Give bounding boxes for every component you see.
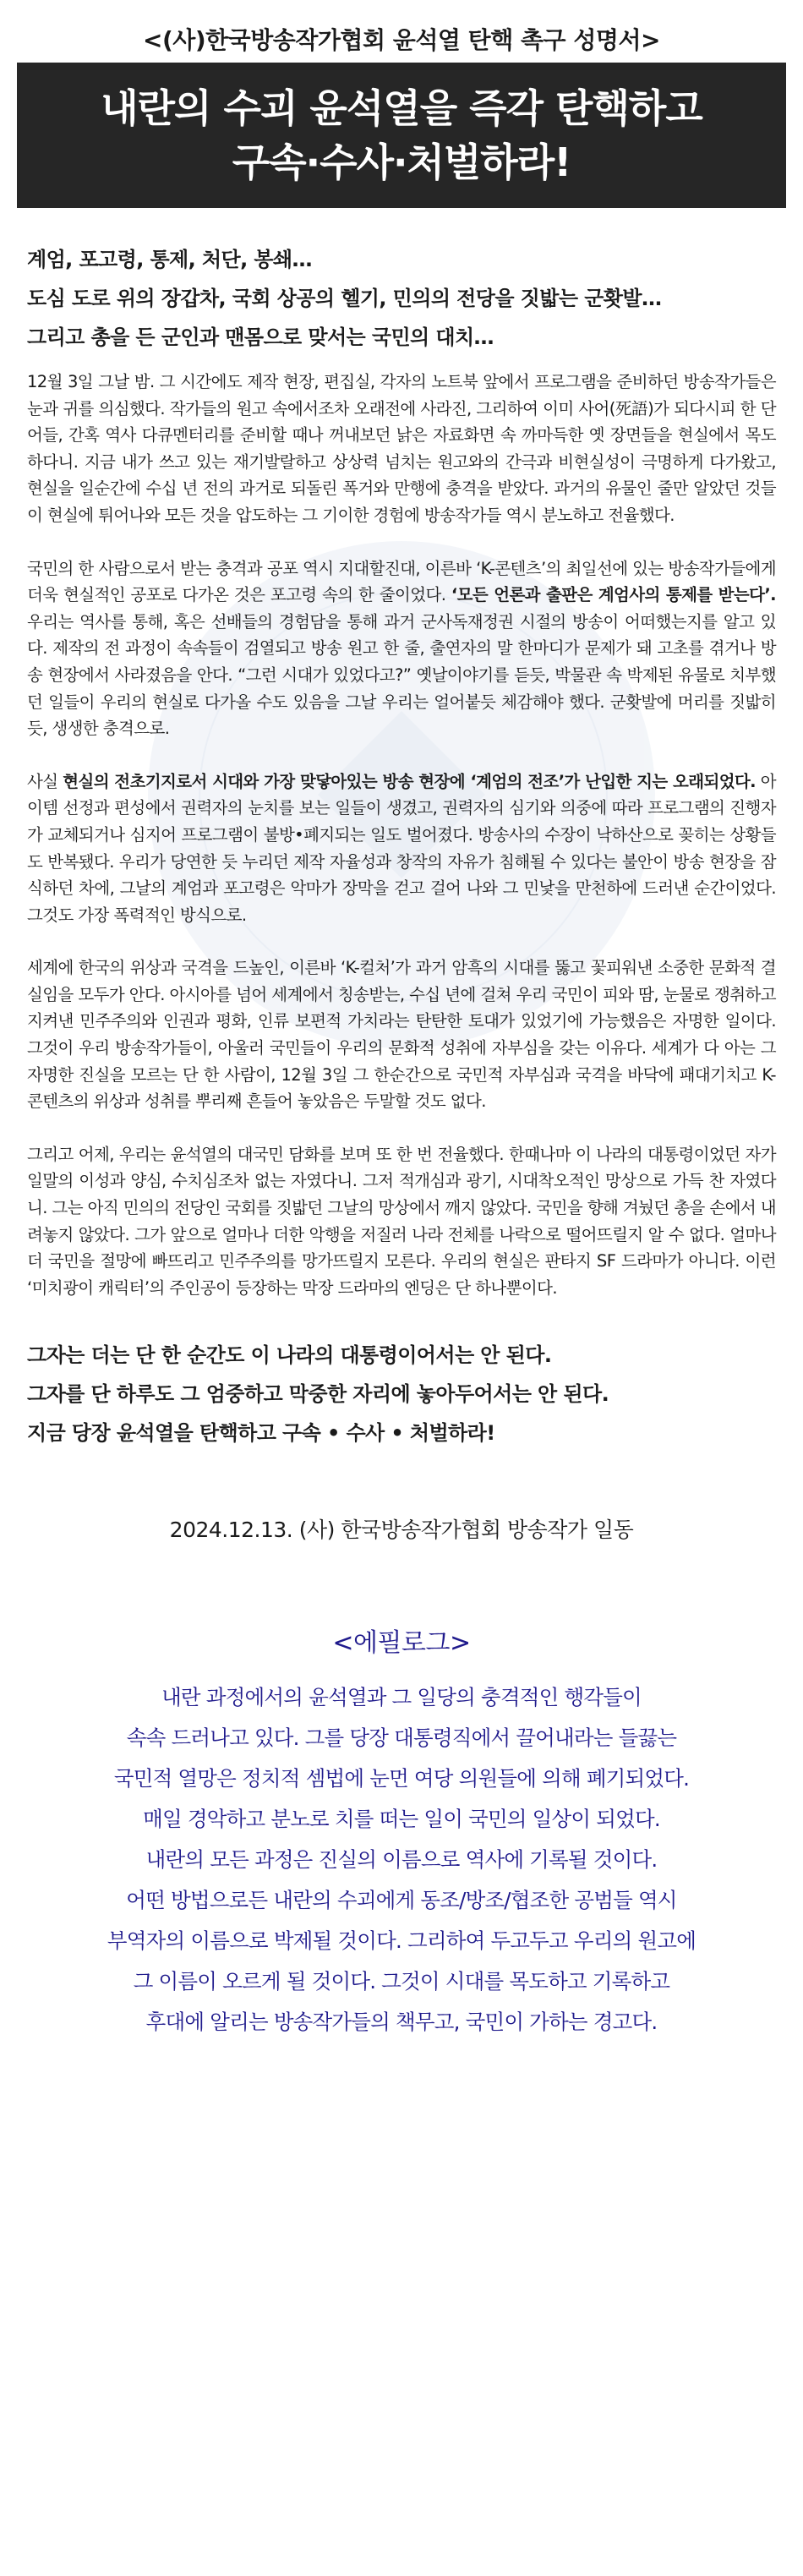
paragraph-3-text-a: 사실 [27, 771, 63, 791]
lead-line-2: 도심 도로 위의 장갑차, 국회 상공의 헬기, 민의의 전당을 짓밟는 군홧발… [27, 287, 662, 310]
paragraph-2-text-c: 우리는 역사를 통해, 혹은 선배들의 경험담을 통해 과거 군사독재정권 시절의 방송이 어떠했는지를 알고 있다. 제작의 전 과정이 속속들이 검열되고 방송 원고 한 줄, 출연자의 말 한마디가 문제가 돼 고초를 겪거나 방송 현장에서 사라졌음을 안다. “그런 시대가 있었다고?” 옛날이야기를 듣듯, 박물관 속 박제된 유물로 치부했던 일들이 우리의 현실로 다가올 수도 있음을 그날 우리는 얼어붙듯 체감해야 했다. 군홧발에 머리를 짓밟히듯, 생생한 충격으로. [27, 611, 776, 739]
closing-line-2: 그자를 단 하루도 그 엄중하고 막중한 자리에 놓아두어서는 안 된다. [27, 1382, 609, 1407]
epilogue-line: 내란 과정에서의 윤석열과 그 일당의 충격적인 행각들이 [161, 1685, 642, 1710]
signature-line: 2024.12.13. (사) 한국방송작가협회 방송작가 일동 [169, 1518, 634, 1543]
epilogue-line: 어떤 방법으로든 내란의 수괴에게 동조/방조/협조한 공범들 역시 [126, 1888, 677, 1913]
epilogue-line: 매일 경악하고 분노로 치를 떠는 일이 국민의 일상이 되었다. [143, 1807, 660, 1832]
statement-supertitle: <(사)한국방송작가협회 윤석열 탄핵 촉구 성명서> [143, 26, 660, 54]
headline-banner [17, 63, 786, 208]
paragraph-2 [27, 555, 776, 742]
statement-body [0, 357, 803, 1301]
headline-line-1: 내란의 수괴 윤석열을 즉각 탄핵하고 [101, 85, 702, 131]
lead-section [0, 208, 803, 357]
paragraph-3-text-c: 아이템 선정과 편성에서 권력자의 눈치를 보는 일들이 생겼고, 권력자의 심기와 의중에 따라 프로그램의 진행자가 교체되거나 심지어 프로그램이 불방•폐지되는 일도 벌어졌다. 방송사의 수장이 낙하산으로 꽂히는 상황들도 반복됐다. 우리가 당연한 듯 누리던 제작 자율성과 창작의 자유가 침해될 수 있다는 불안이 방송 현장을 잠식하던 차에, 그날의 계엄과 포고령은 악마가 장막을 걷고 걸어 나와 그 민낯을 만천하에 드러낸 순간이었다. 그것도 가장 폭력적인 방식으로. [27, 771, 776, 925]
epilogue-title: <에필로그> [332, 1628, 471, 1659]
epilogue-line: 후대에 알리는 방송작가들의 책무고, 국민이 가하는 경고다. [145, 2010, 658, 2035]
paragraph-2-text-a: 국민의 한 사람으로서 받는 충격과 공포 역시 지대할진대, 이른바 ‘K-콘텐츠’의 최일선에 있는 방송작가들에게 더욱 현실적인 공포로 다가온 것은 포고령 속의 한 줄이었다. [27, 558, 776, 605]
epilogue-line: 국민적 열망은 정치적 셈법에 눈먼 여당 의원들에 의해 폐기되었다. [113, 1766, 690, 1791]
paragraph-3-emphasis: 현실의 전초기지로서 시대와 가장 맞닿아있는 방송 현장에 ‘계엄의 전조’가 난입한 지는 오래되었다. [63, 771, 756, 791]
headline-line-2: 구속·수사·처벌하라! [232, 139, 571, 185]
closing-line-3: 지금 당장 윤석열을 탄핵하고 구속 • 수사 • 처벌하라! [27, 1421, 495, 1446]
paragraph-2-emphasis: ‘모든 언론과 출판은 계엄사의 통제를 받는다’. [451, 585, 776, 605]
epilogue-line: 내란의 모든 과정은 진실의 이름으로 역사에 기록될 것이다. [145, 1847, 658, 1873]
lead-line-1: 계엄, 포고령, 통제, 처단, 봉쇄… [27, 248, 312, 271]
paragraph-4: 세계에 한국의 위상과 국격을 드높인, 이른바 ‘K-컬처’가 과거 암흑의 시대를 뚫고 꽃피워낸 소중한 문화적 결실임을 모두가 안다. 아시아를 넘어 세계에서 칭송받는, 수십 년에 걸쳐 우리 국민이 피와 땀, 눈물로 쟁취하고 지켜낸 민주주의와 인권과 평화, 인류 보편적 가치라는 탄탄한 토대가 있었기에 가능했음은 자명한 일이다. 그것이 우리 방송작가들이, 아울러 국민들이 우리의 문화적 성취에 자부심을 갖는 이유다. 세계가 다 아는 그 자명한 진실을 모르는 단 한 사람이, 12월 3일 그 한순간으로 국민적 자부심과 국격을 바닥에 패대기치고 K-콘텐츠의 위상과 성취를 뿌리째 흔들어 놓았음은 두말할 것도 없다. [27, 958, 776, 1112]
epilogue-line: 속속 드러나고 있다. 그를 당장 대통령직에서 끌어내라는 들끓는 [126, 1726, 677, 1751]
epilogue-line: 그 이름이 오르게 될 것이다. 그것이 시대를 목도하고 기록하고 [133, 1969, 670, 1994]
paragraph-5: 그리고 어제, 우리는 윤석열의 대국민 담화를 보며 또 한 번 전율했다. 한때나마 이 나라의 대통령이었던 자가 일말의 이성과 양심, 수치심조차 없는 자였다니. 그저 적개심과 광기, 시대착오적인 망상으로 가득 찬 자였다니. 그는 아직 민의의 전당인 국회를 짓밟던 그날의 망상에서 깨지 않았다. 국민을 향해 겨눴던 총을 손에서 내려놓지 않았다. 그가 앞으로 얼마나 더한 악행을 저질러 나라 전체를 나락으로 떨어뜨릴지 알 수 없다. 얼마나 더 국민을 절망에 빠뜨리고 민주주의를 망가뜨릴지 모른다. 우리의 현실은 판타지 SF 드라마가 아니다. 이런 ‘미치광이 캐릭터’의 주인공이 등장하는 막장 드라마의 엔딩은 단 하나뿐이다. [27, 1144, 776, 1298]
paragraph-3 [27, 768, 776, 929]
closing-demands [0, 1327, 803, 1452]
lead-line-3: 그리고 총을 든 군인과 맨몸으로 맞서는 국민의 대치… [27, 325, 494, 349]
epilogue-line: 부역자의 이름으로 박제될 것이다. 그리하여 두고두고 우리의 원고에 [107, 1928, 696, 1954]
epilogue-text [0, 1677, 803, 2043]
paragraph-1: 12월 3일 그날 밤. 그 시간에도 제작 현장, 편집실, 각자의 노트북 앞에서 프로그램을 준비하던 방송작가들은 눈과 귀를 의심했다. 작가들의 원고 속에서조차 오래전에 사라진, 그리하여 이미 사어(死語)가 되다시피 한 단어들, 간혹 역사 다큐멘터리를 준비할 때나 꺼내보던 낡은 자료화면 속 까마득한 옛 장면들을 현실에서 목도하다니. 지금 내가 쓰고 있는 재기발랄하고 상상력 넘치는 원고와의 간극과 비현실성이 극명하게 다가왔고, 현실을 일순간에 수십 년 전의 과거로 되돌린 폭거와 만행에 충격을 받았다. 과거의 유물인 줄만 알았던 것들이 현실에 튀어나와 모든 것을 압도하는 그 기이한 경험에 방송작가들 역시 분노하고 전율했다. [27, 372, 776, 525]
closing-line-1: 그자는 더는 단 한 순간도 이 나라의 대통령이어서는 안 된다. [27, 1343, 552, 1368]
